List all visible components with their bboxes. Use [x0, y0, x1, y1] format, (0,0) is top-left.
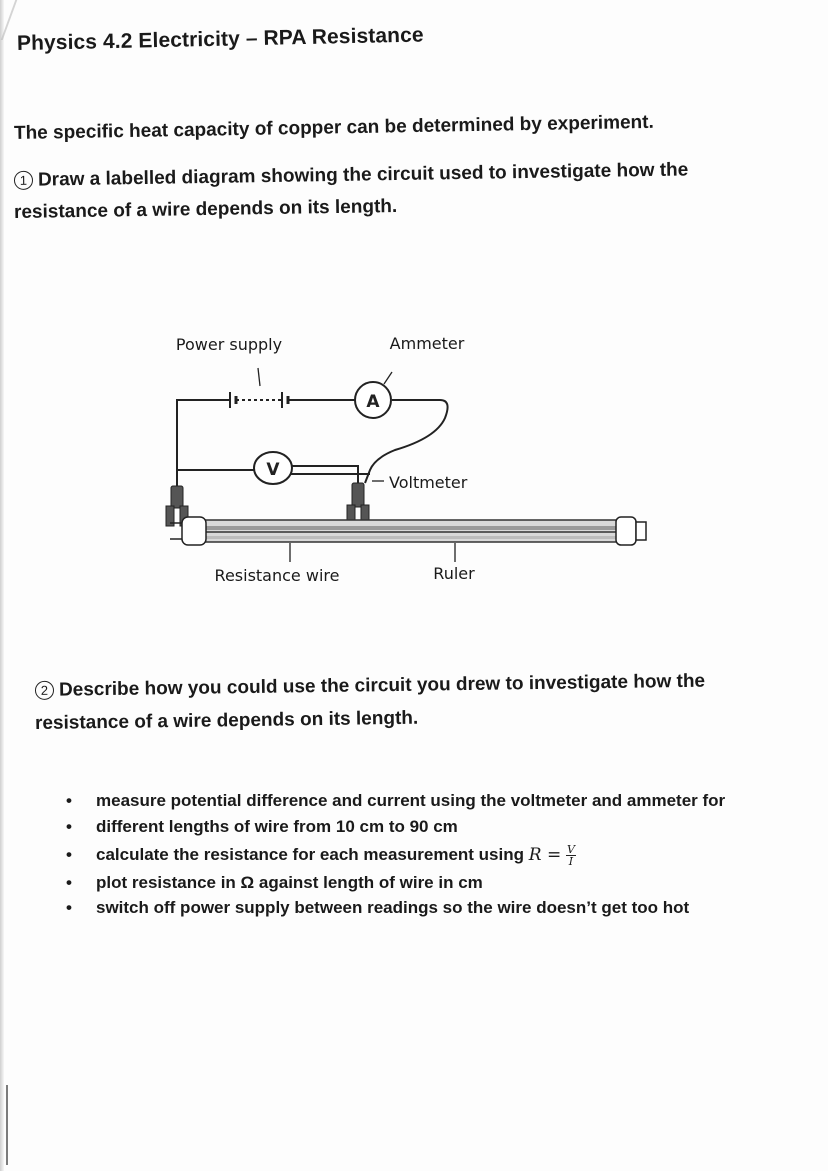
formula-denominator: I	[568, 855, 574, 869]
answer-item-1	[66, 787, 725, 815]
circuit-diagram	[0, 300, 828, 600]
answer-list	[66, 787, 725, 919]
voltmeter-letter: V	[266, 460, 280, 480]
voltmeter-symbol	[254, 452, 384, 484]
question-2-number: 2	[35, 681, 54, 700]
answer-3-text: plot resistance in Ω against length of wire in cm	[96, 873, 483, 892]
scan-mark	[6, 1085, 8, 1165]
answer-item-1-continued	[66, 813, 725, 841]
resistance-wire-label: Resistance wire	[214, 566, 340, 585]
question-2-line-1	[35, 671, 705, 702]
page-title: Physics 4.2 Electricity – RPA Resistance	[16, 23, 424, 55]
answer-item-2	[66, 841, 725, 869]
battery-symbol	[230, 368, 288, 408]
answer-item-3	[66, 869, 725, 897]
answer-2-text: calculate the resistance for each measurement using	[96, 845, 525, 864]
power-supply-label: Power supply	[175, 335, 283, 354]
ammeter-symbol	[355, 372, 392, 418]
ammeter-letter: A	[366, 392, 380, 412]
ruler-bar	[200, 520, 618, 542]
formula-lhs: R =	[528, 845, 562, 865]
question-1-line-1	[14, 159, 689, 192]
answer-1-line-2: different lengths of wire from 10 cm to 90 cm	[96, 817, 458, 836]
question-1-text: Draw a labelled diagram showing the circuit used to investigate how the	[37, 159, 689, 191]
answer-1-line-1: measure potential difference and current using the voltmeter and ammeter for	[96, 791, 726, 810]
intro-text: The specific heat capacity of copper can be determined by experiment.	[13, 111, 654, 144]
question-1-number: 1	[14, 171, 33, 190]
answer-item-4	[66, 897, 725, 919]
ruler-label: Ruler	[433, 564, 475, 583]
ammeter-label: Ammeter	[389, 334, 465, 353]
voltmeter-label: Voltmeter	[389, 473, 468, 492]
question-2-text: Describe how you could use the circuit you drew to investigate how the	[58, 670, 706, 701]
formula-fraction	[566, 844, 576, 867]
answer-4-text: switch off power supply between readings so the wire doesn’t get too hot	[96, 898, 690, 917]
question-2-line-2: resistance of a wire depends on its length.	[34, 707, 419, 734]
formula-numerator: V	[566, 843, 575, 857]
question-1-line-2: resistance of a wire depends on its length.	[13, 195, 398, 223]
